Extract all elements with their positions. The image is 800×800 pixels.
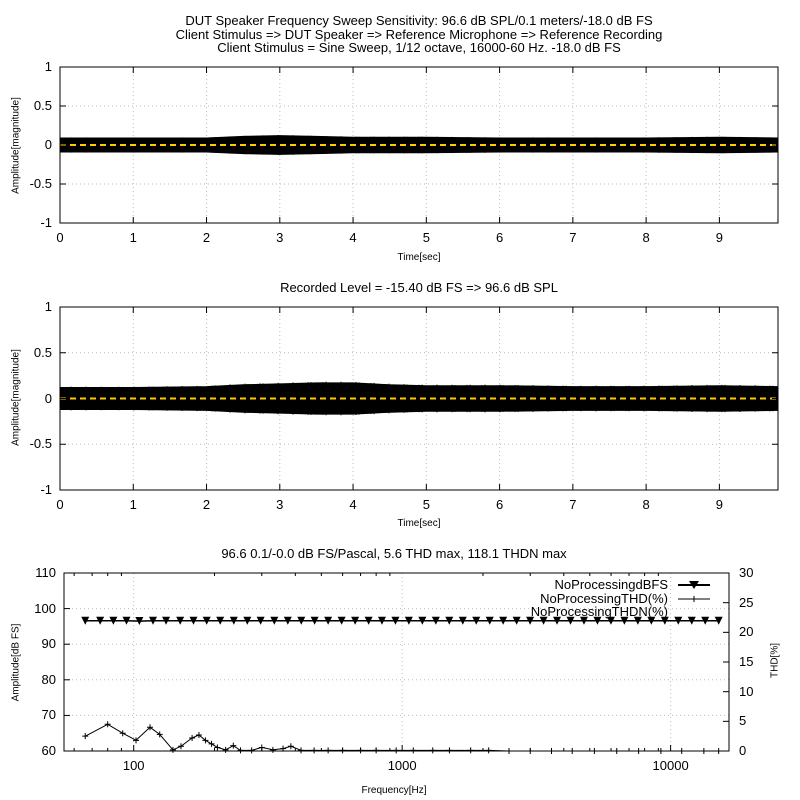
- chart3-ytick-label-4: 70: [41, 707, 56, 723]
- chart1-xtick-label-8: 8: [642, 230, 650, 245]
- chart2-xtick-label-3: 3: [276, 497, 284, 512]
- series-thd-point: [311, 747, 317, 753]
- chart3-ytick-label-0: 110: [35, 565, 56, 580]
- chart2-xtick-label-1: 1: [129, 497, 137, 512]
- chart3-ytick-label-3: 80: [41, 671, 56, 687]
- chart1-ylabel: Amplitude[magnitude]: [10, 97, 22, 194]
- series-thd-point: [430, 747, 436, 753]
- chart2-ytick-label-1: 0.5: [33, 344, 52, 360]
- series-thd-point: [105, 721, 111, 727]
- chart3-y2tick-label-5: 5: [739, 713, 747, 729]
- chart1-xtick-label-1: 1: [129, 230, 137, 245]
- chart1-ytick-label-4: -1: [40, 215, 52, 230]
- chart1-xtick-label-7: 7: [569, 230, 577, 245]
- chart3-xtick-label-2: 10000: [652, 758, 689, 773]
- chart2-title: Recorded Level = -15.40 dB FS => 96.6 dB SPL: [280, 280, 558, 295]
- chart1-title-line2: Client Stimulus => DUT Speaker => Reference Microphone => Reference Recording: [175, 27, 663, 42]
- series-thd-point: [288, 743, 294, 749]
- chart2-ylabel: Amplitude[magnitude]: [10, 349, 22, 446]
- chart2-xtick-label-4: 4: [349, 497, 357, 512]
- series-thd-point: [230, 743, 236, 749]
- series-thd-point: [325, 747, 331, 753]
- chart3-title: 96.6 0.1/-0.0 dB FS/Pascal, 5.6 THD max, 118.1 THDN max: [221, 546, 567, 561]
- chart2-xtick-label-6: 6: [495, 497, 504, 512]
- series-thd-point: [393, 747, 399, 753]
- chart1-xtick-label-5: 5: [422, 230, 430, 245]
- chart3-y2tick-label-1: 25: [739, 594, 754, 610]
- chart3-y2tick-label-2: 20: [739, 624, 754, 640]
- chart2-xtick-label-7: 7: [569, 497, 577, 512]
- series-thd-point: [410, 747, 416, 753]
- chart1-ytick-label-1: 0.5: [33, 98, 52, 113]
- legend-entry-dbfs: NoProcessingdBFS: [554, 577, 668, 592]
- series-thd-point: [214, 744, 220, 750]
- chart2-xtick-label-9: 9: [715, 497, 723, 512]
- chart3-y2tick-label-6: 0: [739, 743, 747, 758]
- chart1-title-line1: DUT Speaker Frequency Sweep Sensitivity: 96.6 dB SPL/0.1 meters/-18.0 dB FS: [185, 13, 653, 28]
- chart1-xtick-label-2: 2: [202, 230, 211, 245]
- chart1-xlabel: Time[sec]: [397, 252, 441, 263]
- chart2-xtick-label-8: 8: [642, 497, 650, 512]
- series-thd-point: [120, 730, 126, 736]
- chart2-xtick-label-5: 5: [422, 497, 430, 512]
- chart3-y2label: THD[%]: [769, 643, 781, 678]
- legend-entry-thdn: NoProcessingTHDN(%): [530, 604, 668, 619]
- chart3-xtick-label-0: 100: [122, 758, 145, 773]
- series-thd-point: [209, 741, 215, 747]
- series-thd-point: [486, 747, 492, 753]
- series-thd-point: [270, 747, 276, 753]
- legend-entry-thd: NoProcessingTHD(%): [540, 591, 668, 606]
- chart3-ytick-label-5: 60: [41, 743, 56, 758]
- chart2-ytick-label-4: -1: [40, 482, 52, 497]
- chart3-ylabel: Amplitude[dB FS]: [10, 623, 22, 702]
- chart1-xtick-label-3: 3: [276, 230, 284, 245]
- chart1-xtick-label-6: 6: [495, 230, 504, 245]
- series-thd-point: [298, 747, 304, 753]
- legend-marker-thd: [691, 596, 697, 602]
- chart3-ytick-label-2: 90: [41, 636, 56, 652]
- series-thd-point: [238, 747, 244, 753]
- chart2-xtick-label-0: 0: [56, 497, 64, 512]
- chart2-ytick-label-2: 0: [44, 390, 52, 406]
- series-thd-point: [223, 747, 229, 753]
- chart2-xtick-label-2: 2: [202, 497, 211, 512]
- chart1-ytick-label-0: 1: [44, 59, 52, 74]
- chart3-ytick-label-1: 100: [34, 600, 56, 616]
- chart1-ytick-label-2: 0: [44, 137, 52, 152]
- chart3-xlabel: Frequency[Hz]: [361, 785, 427, 796]
- series-thd-point: [249, 747, 255, 753]
- chart3-y2tick-label-4: 10: [739, 683, 754, 699]
- chart1-ytick-label-3: -0.5: [29, 176, 52, 191]
- series-thd-point: [468, 747, 474, 753]
- chart3-y2tick-label-0: 30: [739, 565, 754, 580]
- chart1-xtick-label-9: 9: [715, 230, 723, 245]
- chart3-xtick-label-1: 1000: [387, 758, 417, 773]
- chart1-xtick-label-4: 4: [349, 230, 357, 245]
- chart2-ytick-label-3: -0.5: [29, 436, 52, 452]
- chart2-xlabel: Time[sec]: [397, 518, 441, 529]
- series-thd-point: [446, 747, 452, 753]
- chart1-title-line3: Client Stimulus = Sine Sweep, 1/12 octave, 16000-60 Hz. -18.0 dB FS: [217, 40, 621, 55]
- chart2-ytick-label-0: 1: [44, 299, 52, 314]
- chart1-xtick-label-0: 0: [56, 230, 64, 245]
- series-thd-point: [82, 733, 88, 739]
- chart3-y2tick-label-3: 15: [739, 654, 754, 669]
